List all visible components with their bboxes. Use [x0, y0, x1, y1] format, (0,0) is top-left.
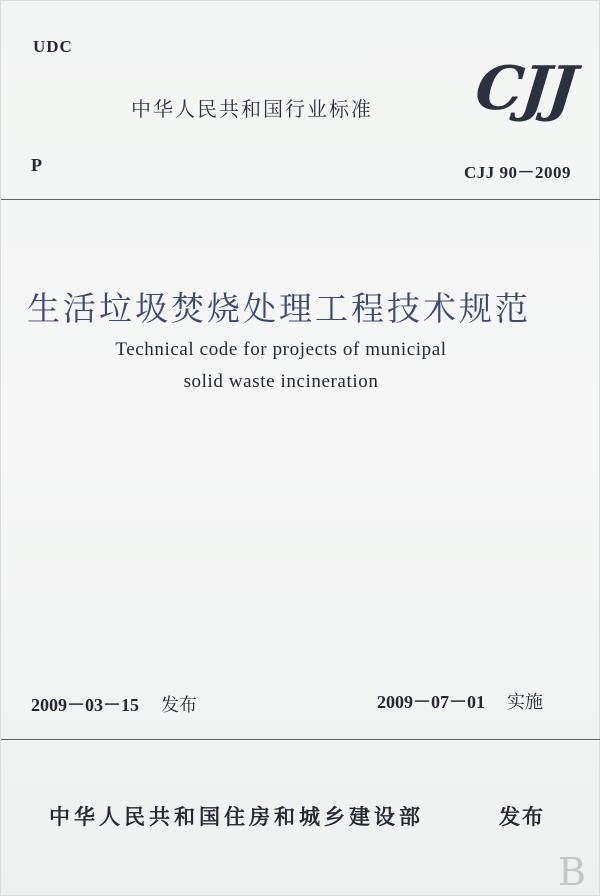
- issue-date: 2009－03－15: [31, 695, 139, 715]
- udc-code: UDC: [33, 37, 73, 56]
- effective-date-row: [377, 688, 543, 714]
- top-divider: [1, 199, 600, 200]
- title-chinese: 生活垃圾焚烧处理工程技术规范: [27, 289, 531, 328]
- title-english-line1: Technical code for projects of municipal: [115, 339, 447, 360]
- watermark-logo: B: [558, 850, 586, 894]
- cjj-logo: CJJ: [472, 54, 579, 124]
- publisher: 中华人民共和国住房和城乡建设部: [49, 805, 424, 829]
- title-english-line2: solid waste incineration: [183, 371, 379, 392]
- effective-date: 2009－07－01: [377, 692, 485, 712]
- publisher-label: 发布: [499, 805, 545, 829]
- category-code: P: [31, 155, 42, 175]
- bottom-divider: [1, 739, 600, 740]
- issue-date-row: [31, 691, 197, 717]
- industry-standard-heading: 中华人民共和国行业标准: [131, 97, 373, 121]
- standard-number: CJJ 90－2009: [463, 163, 571, 182]
- effective-label: 实施: [507, 692, 543, 713]
- issue-label: 发布: [161, 695, 197, 716]
